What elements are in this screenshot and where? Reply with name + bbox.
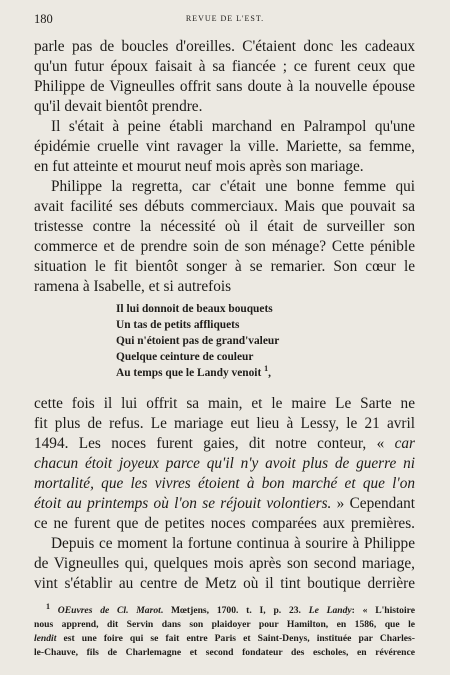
text-line: vint s'établir au centre de Metz où il tint boutique derrière bbox=[34, 575, 415, 592]
text-line: parle pas de boucles d'oreilles. C'étaient donc les cadeaux bbox=[34, 38, 415, 55]
footnote-line: le-Chauve, fils de Charlemagne et second fondateur des escholes, en révérence bbox=[34, 647, 415, 658]
text-line: qu'un futur époux faisait à sa fiancée ; ce furent ceux que bbox=[34, 58, 415, 75]
text-line: mortalité, que les vivres étoient à bon marché et que l'on bbox=[34, 475, 415, 492]
text-line: en fut atteinte et mourut neuf mois après son mariage. bbox=[34, 158, 364, 175]
text-line: Philippe de Vigneulles offrit sans doute à la nouvelle épouse bbox=[34, 78, 415, 95]
page-header bbox=[34, 12, 416, 26]
text-line: situation le fit bientôt songer à se remarier. Son cœur le bbox=[34, 258, 415, 275]
text-line: cette fois il lui offrit sa main, et le maire Le Sarte ne bbox=[34, 395, 415, 412]
footnote-line: nous apprend, dit Servin dans son plaidoyer pour Hamilton, en 1586, que le bbox=[34, 619, 415, 630]
text-line: Philippe la regretta, car c'était une bonne femme qui bbox=[51, 178, 415, 195]
verse-line: Au temps que le Landy venoit $^1$, bbox=[116, 364, 271, 379]
text-line: qu'il devait bientôt prendre. bbox=[34, 98, 203, 115]
text-line: étoit au printemps où l'on se réjouit volontiers. » Cependant bbox=[34, 495, 416, 512]
verse-line: Quelque ceinture de couleur bbox=[116, 351, 254, 363]
text-line: Depuis ce moment la fortune continua à sourire à Philippe bbox=[51, 535, 415, 552]
footnote-line: $^1$ OEuvres de Cl. Marot. Mœtjens, 1700. t. I, p. 23. Le Landy: « L'histoire bbox=[46, 601, 415, 616]
text-line: Il s'était à peine établi marchand en Palrampol qu'une bbox=[51, 118, 415, 135]
text-line: fit plus de refus. Le mariage eut lieu à Lessy, le 21 avril bbox=[34, 415, 415, 432]
text-line: ce ne furent que de petites noces comparées aux premières. bbox=[34, 515, 415, 532]
text-line: 1494. Les noces furent gaies, dit notre conteur, « car bbox=[34, 435, 415, 452]
page-number: 180 bbox=[34, 12, 53, 26]
text-line: de Vigneulles qui, quelques mois après son second mariage, bbox=[34, 555, 415, 572]
text-line: épidémie cruelle vint ravager la ville. Mariette, sa femme, bbox=[34, 138, 415, 155]
footnote-ref: 1 bbox=[264, 364, 269, 374]
text-line: tristesse contre la nécessité où il était de surveiller son bbox=[34, 218, 415, 235]
text-line: chacun étoit joyeux parce qu'il n'y avoit plus de guerre ni bbox=[34, 455, 415, 472]
footnote-line: lendit est une foire qui se fait entre Paris et Saint-Denys, instituée par Charles- bbox=[34, 633, 415, 644]
verse-line: Il lui donnoit de beaux bouquets bbox=[116, 303, 273, 315]
text-line: commerce et de prendre soin de son ménage? Cette pénible bbox=[34, 238, 415, 255]
verse-line: Un tas de petits affliquets bbox=[116, 319, 240, 331]
verse-line: Qui n'étoient pas de grand'valeur bbox=[116, 335, 280, 347]
text-line: ramena à Isabelle, et si autrefois bbox=[34, 278, 232, 295]
running-title: REVUE DE L'EST. bbox=[185, 14, 265, 23]
text-line: avait facilité ses débuts commerciaux. Mais que pouvait sa bbox=[34, 198, 415, 215]
